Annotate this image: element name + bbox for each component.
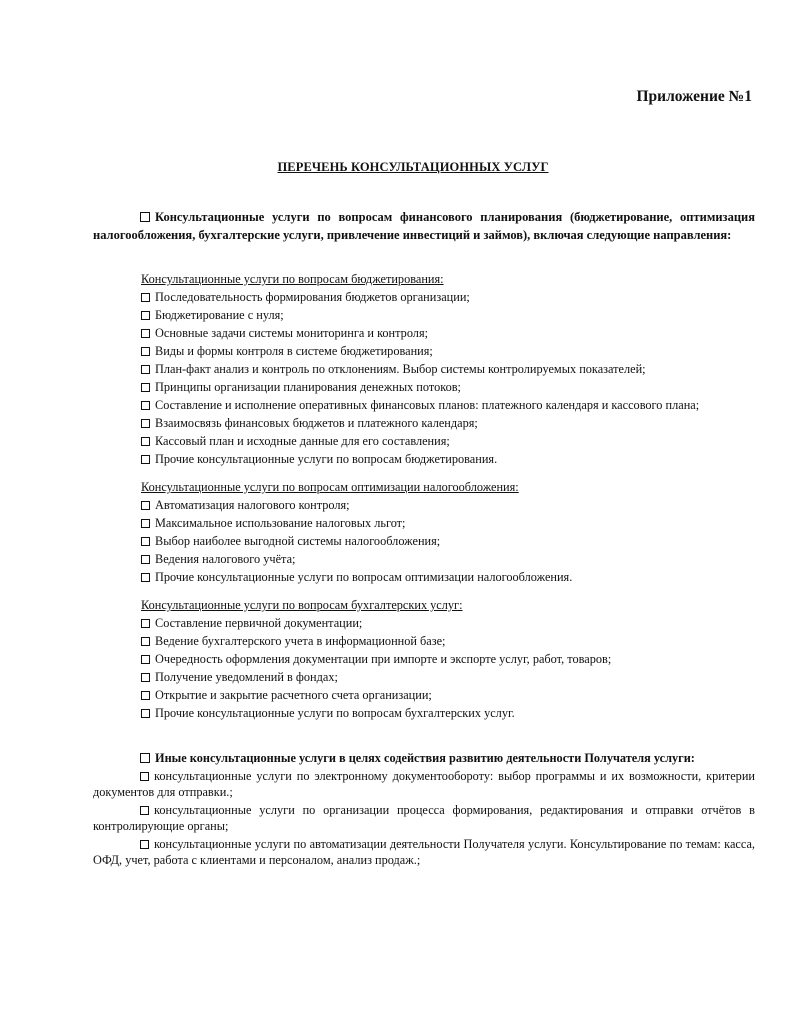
list-item [141,532,771,550]
intro-text: Консультационные услуги по вопросам финансового планирования (бюджетирование, оптимизация налогообложения, бухгалтерские услуги, привлечение инвестиций и займов), включая следующие направления: [93,210,755,242]
list-item-text: Ведения налогового учёта; [155,552,296,566]
list-item [141,568,771,586]
list-item-text: Основные задачи системы мониторинга и контроля; [155,326,429,340]
checkbox-icon [141,555,150,564]
list-item [93,836,755,869]
list-item [141,450,771,468]
list-item [141,324,771,342]
checkbox-icon [141,673,150,682]
list-item-text: Составление первичной документации; [155,616,363,630]
list-item-text: Кассовый план и исходные данные для его составления; [155,434,450,448]
list-item [141,650,771,668]
appendix-label: Приложение №1 [636,88,752,105]
list-item [141,668,771,686]
list-item-text: Принципы организации планирования денежных потоков; [155,380,461,394]
list-item [141,342,771,360]
list-item-text: Ведение бухгалтерского учета в информационной базе; [155,634,446,648]
checkbox-icon [141,383,150,392]
list-item [141,686,771,704]
section-budgeting [141,270,771,468]
checkbox-icon [141,691,150,700]
checkbox-icon [141,437,150,446]
checkbox-icon [141,537,150,546]
list-item [141,414,771,432]
list-item-text: Выбор наиболее выгодной системы налогообложения; [155,534,441,548]
checkbox-icon [141,655,150,664]
list-item-text: Последовательность формирования бюджетов организации; [155,290,470,304]
list-item [141,360,771,378]
checkbox-icon [140,806,149,815]
list-item [141,396,771,414]
list-item [141,378,771,396]
list-item [141,550,771,568]
list-item [141,514,771,532]
list-item-text: консультационные услуги по автоматизации деятельности Получателя услуги. Консультирование по темам: касса, ОФД, учет, работа с клиентами и персоналом, анализ продаж.; [93,836,755,867]
list-item [141,704,771,722]
checkbox-icon [141,419,150,428]
list-item-text: План-факт анализ и контроль по отклонениям. Выбор системы контролируемых показателей; [155,362,646,376]
list-item-text: Составление и исполнение оперативных финансовых планов: платежного календаря и кассового плана; [155,398,700,412]
section-header [93,750,755,767]
checkbox-icon [141,519,150,528]
checkbox-icon [141,293,150,302]
section-header-text: Иные консультационные услуги в целях содействия развитию деятельности Получателя услуги: [155,751,695,765]
list-item [93,768,755,801]
checkbox-icon [140,840,149,849]
list-item-text: Очередность оформления документации при импорте и экспорте услуг, работ, товаров; [155,652,612,666]
checkbox-icon [141,455,150,464]
list-item-text: консультационные услуги по электронному документообороту: выбор программы и их возможности, критерии документов для отправки.; [93,768,755,799]
section-header: Консультационные услуги по вопросам бухгалтерских услуг: [141,598,463,612]
list-item-text: Виды и формы контроля в системе бюджетирования; [155,344,433,358]
checkbox-icon [141,619,150,628]
section-other-services [93,750,755,870]
intro-paragraph [93,209,755,244]
checkbox-icon [141,709,150,718]
list-item-text: Автоматизация налогового контроля; [155,498,350,512]
checkbox-icon [141,501,150,510]
list-item [141,288,771,306]
list-item [141,614,771,632]
checkbox-icon [140,772,149,781]
checkbox-icon [141,347,150,356]
checkbox-icon [141,573,150,582]
section-tax-optimization [141,478,771,586]
list-item-text: Прочие консультационные услуги по вопросам бухгалтерских услуг. [155,706,515,720]
list-item-text: Получение уведомлений в фондах; [155,670,338,684]
list-item [93,802,755,835]
list-item-text: Бюджетирование с нуля; [155,308,284,322]
section-header: Консультационные услуги по вопросам бюджетирования: [141,272,444,286]
section-accounting [141,596,771,722]
list-item-text: Взаимосвязь финансовых бюджетов и платежного календаря; [155,416,478,430]
list-item [141,432,771,450]
document-title: ПЕРЕЧЕНЬ КОНСУЛЬТАЦИОННЫХ УСЛУГ [277,160,549,174]
list-item-text: Открытие и закрытие расчетного счета организации; [155,688,432,702]
checkbox-icon [141,311,150,320]
list-item [141,632,771,650]
list-item [141,496,771,514]
list-item-text: консультационные услуги по организации процесса формирования, редактирования и отправки отчётов в контролирующие органы; [93,802,755,833]
checkbox-icon [141,637,150,646]
checkbox-icon [140,212,150,222]
list-item-text: Максимальное использование налоговых льгот; [155,516,406,530]
list-item [141,306,771,324]
checkbox-icon [141,329,150,338]
list-item-text: Прочие консультационные услуги по вопросам оптимизации налогообложения. [155,570,573,584]
checkbox-icon [140,753,150,763]
list-item-text: Прочие консультационные услуги по вопросам бюджетирования. [155,452,498,466]
section-header: Консультационные услуги по вопросам оптимизации налогообложения: [141,480,519,494]
checkbox-icon [141,365,150,374]
checkbox-icon [141,401,150,410]
